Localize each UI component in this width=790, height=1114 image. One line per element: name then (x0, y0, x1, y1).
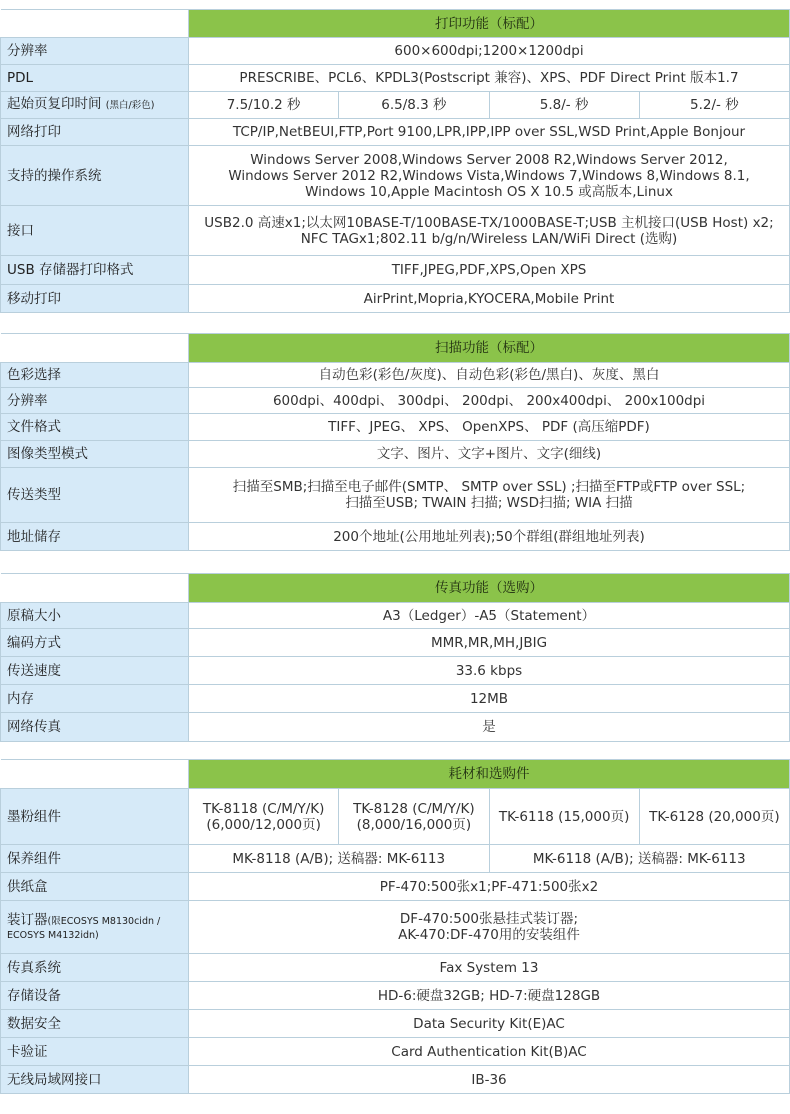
row-value: 33.6 kbps (189, 657, 790, 685)
row-label (1, 92, 189, 119)
label-note: (黑白/彩色) (105, 100, 155, 111)
value-line: DF-470:500张悬挂式装订器; (399, 911, 579, 927)
section-title: 传真功能（选购） (189, 574, 790, 603)
row-value (189, 901, 790, 954)
row-value: Fax System 13 (189, 954, 790, 982)
label-main: 起始页复印时间 (7, 96, 102, 112)
row-label: 分辨率 (1, 388, 189, 414)
header-blank (1, 760, 189, 789)
row-label: 网络打印 (1, 119, 189, 146)
row-value: 5.8/- 秒 (489, 92, 639, 119)
row-label: 供纸盒 (1, 873, 189, 901)
row-value (339, 789, 489, 845)
value-line: 扫描至SMB;扫描至电子邮件(SMTP、 SMTP over SSL) ;扫描至FTP或FTP over SSL; (232, 479, 746, 495)
row-value: 6.5/8.3 秒 (339, 92, 489, 119)
row-label: 卡验证 (1, 1038, 189, 1066)
row-label: 文件格式 (1, 414, 189, 441)
row-value: MMR,MR,MH,JBIG (189, 629, 790, 657)
label-main: 装订器 (7, 912, 48, 928)
row-value (189, 789, 339, 845)
row-label: 原稿大小 (1, 603, 189, 629)
options-spec-table (0, 759, 790, 1094)
header-blank (1, 334, 189, 363)
scan-spec-table (0, 333, 790, 551)
row-label: 存储设备 (1, 982, 189, 1010)
row-label: 编码方式 (1, 629, 189, 657)
row-label: 数据安全 (1, 1010, 189, 1038)
value-line: NFC TAGx1;802.11 b/g/n/Wireless LAN/WiFi Direct (选购) (300, 230, 678, 247)
row-label: 传送类型 (1, 468, 189, 523)
row-label: 墨粉组件 (1, 789, 189, 845)
row-label: 网络传真 (1, 713, 189, 742)
print-spec-table (0, 9, 790, 313)
row-value: Data Security Kit(E)AC (189, 1010, 790, 1038)
value-line: (6,000/12,000页) (206, 816, 321, 833)
row-value (189, 206, 790, 256)
section-title: 打印功能（标配） (189, 10, 790, 38)
row-label: 分辨率 (1, 38, 189, 65)
row-value (189, 146, 790, 206)
row-label: 保养组件 (1, 845, 189, 873)
value-line: Windows 10,Apple Macintosh OS X 10.5 或高版本,Linux (305, 183, 673, 200)
row-label: 图像类型模式 (1, 441, 189, 468)
label-note: (限ECOSYS M8130cidn / (47, 916, 161, 927)
row-value: MK-8118 (A/B); 送稿器: MK-6113 (189, 845, 490, 873)
row-value: TCP/IP,NetBEUI,FTP,Port 9100,LPR,IPP,IPP over SSL,WSD Print,Apple Bonjour (189, 119, 790, 146)
row-value (189, 468, 790, 523)
row-value: HD-6:硬盘32GB; HD-7:硬盘128GB (189, 982, 790, 1010)
row-value: PF-470:500张x1;PF-471:500张x2 (189, 873, 790, 901)
header-blank (1, 10, 189, 38)
section-title: 耗材和选购件 (189, 760, 790, 789)
value-line: AK-470:DF-470用的安装组件 (398, 927, 580, 943)
header-blank (1, 574, 189, 603)
row-value: 600dpi、400dpi、 300dpi、 200dpi、 200x400dpi、 200x100dpi (189, 388, 790, 414)
value-line: TK-8118 (C/M/Y/K) (202, 800, 325, 817)
row-label: 地址储存 (1, 523, 189, 551)
row-label: 移动打印 (1, 285, 189, 313)
row-value: IB-36 (189, 1066, 790, 1094)
row-label: 支持的操作系统 (1, 146, 189, 206)
value-line: Windows Server 2012 R2,Windows Vista,Windows 7,Windows 8,Windows 8.1, (228, 167, 750, 184)
value-line: (8,000/16,000页) (356, 816, 472, 833)
row-label: 内存 (1, 685, 189, 713)
row-value: TIFF,JPEG,PDF,XPS,Open XPS (189, 256, 790, 285)
row-value: MK-6118 (A/B); 送稿器: MK-6113 (489, 845, 790, 873)
row-label: USB 存储器打印格式 (1, 256, 189, 285)
row-value: Card Authentication Kit(B)AC (189, 1038, 790, 1066)
label-note: ECOSYS M4132idn) (7, 930, 99, 941)
row-value: 7.5/10.2 秒 (189, 92, 339, 119)
row-label: PDL (1, 65, 189, 92)
row-label: 传真系统 (1, 954, 189, 982)
row-value: TIFF、JPEG、 XPS、 OpenXPS、 PDF (高压缩PDF) (189, 414, 790, 441)
value-line: USB2.0 高速x1;以太网10BASE-T/100BASE-TX/1000BASE-T;USB 主机接口(USB Host) x2; (204, 214, 774, 231)
row-value: A3（Ledger）-A5（Statement） (189, 603, 790, 629)
row-value: 是 (189, 713, 790, 742)
value-line: TK-8128 (C/M/Y/K) (353, 800, 475, 817)
row-value: 200个地址(公用地址列表);50个群组(群组地址列表) (189, 523, 790, 551)
row-label: 无线局域网接口 (1, 1066, 189, 1094)
fax-spec-table (0, 573, 790, 742)
value-line: Windows Server 2008,Windows Server 2008 R2,Windows Server 2012, (250, 151, 728, 168)
value-line: 扫描至USB; TWAIN 扫描; WSD扫描; WIA 扫描 (345, 495, 633, 511)
row-label: 色彩选择 (1, 363, 189, 388)
row-value: TK-6118 (15,000页) (489, 789, 639, 845)
row-value: 文字、图片、文字+图片、文字(细线) (189, 441, 790, 468)
row-label: 接口 (1, 206, 189, 256)
row-value: PRESCRIBE、PCL6、KPDL3(Postscript 兼容)、XPS、PDF Direct Print 版本1.7 (189, 65, 790, 92)
row-value: 600×600dpi;1200×1200dpi (189, 38, 790, 65)
row-value: AirPrint,Mopria,KYOCERA,Mobile Print (189, 285, 790, 313)
row-label: 传送速度 (1, 657, 189, 685)
row-label (1, 901, 189, 954)
row-value: 5.2/- 秒 (639, 92, 789, 119)
row-value: 12MB (189, 685, 790, 713)
row-value: 自动色彩(彩色/灰度)、自动色彩(彩色/黑白)、灰度、黑白 (189, 363, 790, 388)
section-title: 扫描功能（标配） (189, 334, 790, 363)
row-value: TK-6128 (20,000页) (639, 789, 789, 845)
